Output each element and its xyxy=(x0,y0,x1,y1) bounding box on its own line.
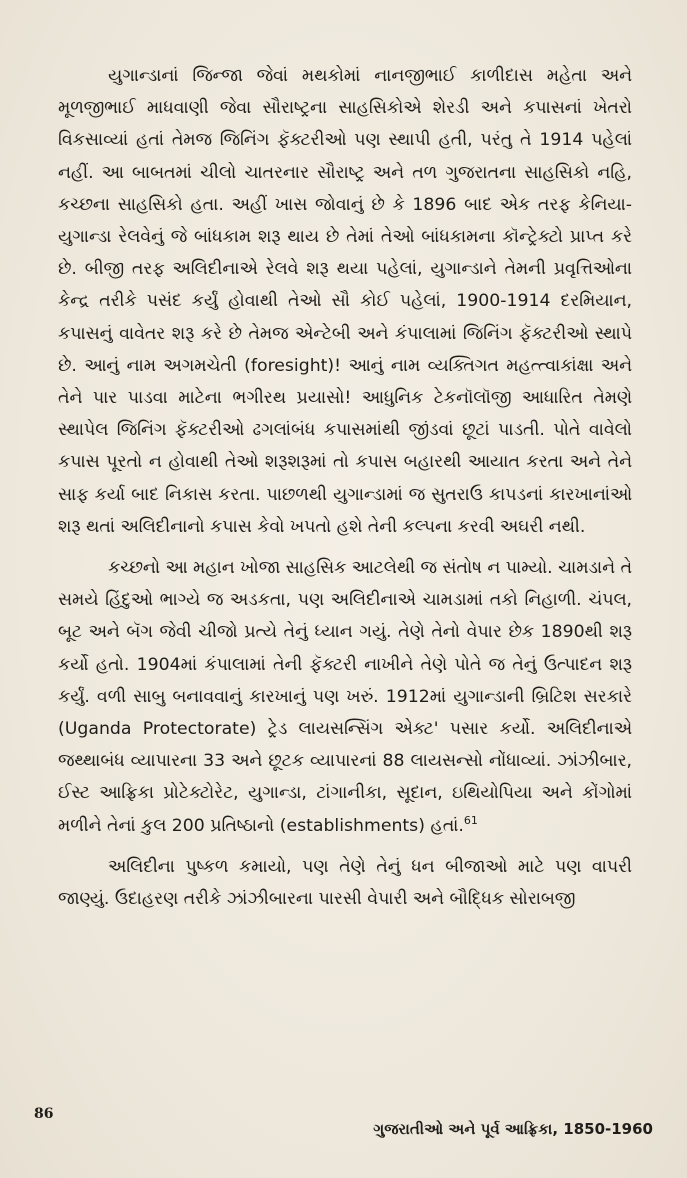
page-footer xyxy=(34,1106,653,1136)
running-footer-title: ગુજરાતીઓ અને પૂર્વ આફ્રિકા, 1850-1960 xyxy=(373,1120,653,1138)
paragraph-1: યુગાન્ડાનાં જિન્જા જેવાં મથકોમાં નાનજીભાઈ કાળીદાસ મહેતા અને મૂળજીભાઈ માધવાણી જેવા સૌરાષ્ટ્રના સાહસિકોએ શેરડી અને કપાસનાં ખેતરો વિકસાવ્યાં હતાં તેમજ જિનિંગ ફૅક્ટરીઓ પણ સ્થાપી હતી, પરંતુ તે 1914 પહેલાં નહીં. આ બાબતમાં ચીલો ચાતરનાર સૌરાષ્ટ્ર અને તળ ગુજરાતના સાહસિકો નહિ, કચ્છના સાહસિકો હતા. અહીં ખાસ જોવાનું છે કે 1896 બાદ એક તરફ કેનિયા-યુગાન્ડા રેલવેનું જે બાંધકામ શરૂ થાય છે તેમાં તેઓ બાંધકામના કૉન્ટ્રેક્ટો પ્રાપ્ત કરે છે. બીજી તરફ અલિદીનાએ રેલવે શરૂ થયા પહેલાં, યુગાન્ડાને તેમની પ્રવૃત્તિઓના કેન્દ્ર તરીકે પસંદ કર્યું હોવાથી તેઓ સૌ કોઈ પહેલાં, 1900-1914 દરમિયાન, કપાસનું વાવેતર શરૂ કરે છે તેમજ એન્ટેબી અને કંપાલામાં જિનિંગ ફૅક્ટરીઓ સ્થાપે છે. આનું નામ અગમચેતી (foresight)! આનું નામ વ્યક્તિગત મહત્ત્વાકાંક્ષા અને તેને પાર પાડવા માટેના ભગીરથ પ્રયાસો! આધુનિક ટેકનૉલૉજી આધારિત તેમણે સ્થાપેલ જિનિંગ ફૅક્ટરીઓ ઢગલાંબંધ કપાસમાંથી જીંડવાં છૂટાં પાડતી. પોતે વાવેલો કપાસ પૂરતો ન હોવાથી તેઓ શરૂશરૂમાં તો કપાસ બહારથી આયાત કરતા અને તેને સાફ કર્યા બાદ નિકાસ કરતા. પાછળથી યુગાન્ડામાં જ સુતરાઉ કાપડનાં કારખાનાંઓ શરૂ થતાં અલિદીનાનો કપાસ કેવો ખપતો હશે તેની કલ્પના કરવી અઘરી નથી. xyxy=(58,66,632,537)
page-number: 86 xyxy=(34,1106,54,1122)
paragraph-2 xyxy=(58,552,632,842)
paragraph-3: અલિદીના પુષ્કળ કમાયો, પણ તેણે તેનું ધન બીજાઓ માટે પણ વાપરી જાણ્યું. ઉદાહરણ તરીકે ઝાંઝીબારના પારસી વેપારી અને બૌદ્ધિક સોરાબજી xyxy=(58,856,632,910)
paragraph-2-text: કચ્છનો આ મહાન ખોજા સાહસિક આટલેથી જ સંતોષ ન પામ્યો. ચામડાને તે સમયે હિંદુઓ ભાગ્યે જ અડકતા, પણ અલિદીનાએ ચામડામાં તકો નિહાળી. ચંપલ, બૂટ અને બૅગ જેવી ચીજો પ્રત્યે તેનું ધ્યાન ગયું. તેણે તેનો વેપાર છેક 1890થી શરૂ કર્યો હતો. 1904માં કંપાલામાં તેની ફૅક્ટરી નાખીને તેણે પોતે જ તેનું ઉત્પાદન શરૂ કર્યું. વળી સાબુ બનાવવાનું કારખાનું પણ ખરું. 1912માં યુગાન્ડાની બ્રિટિશ સરકારે (Uganda Protectorate) ટ્રેડ લાયસન્સિંગ એક્ટ' પસાર કર્યો. અલિદીનાએ જથ્થાબંધ વ્યાપારના 33 અને છૂટક વ્યાપારનાં 88 લાયસન્સો નોંધાવ્યાં. ઝાંઝીબાર, ઈસ્ટ આફ્રિકા પ્રોટેક્ટોરેટ, યુગાન્ડા, ટાંગાનીકા, સૂદાન, ઇથિયોપિયા અને કોંગોમાં મળીને તેનાં કુલ 200 પ્રતિષ્ઠાનો (establishments) હતાં. xyxy=(58,558,632,836)
body-text xyxy=(58,60,632,915)
footnote-reference: 61 xyxy=(463,813,478,827)
